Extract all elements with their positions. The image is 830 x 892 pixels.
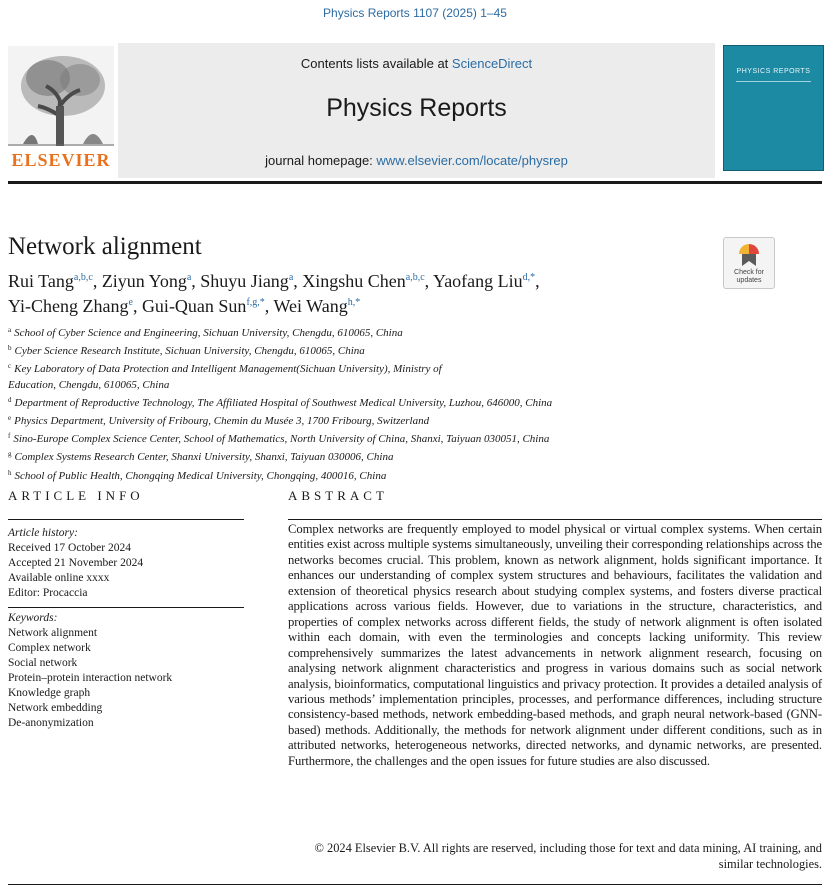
author-name: Yi-Cheng Zhang — [8, 296, 129, 316]
affiliation-list — [8, 323, 698, 484]
keyword-item: Knowledge graph — [8, 687, 91, 699]
cover-rule — [736, 81, 811, 82]
affiliation-item — [8, 378, 698, 393]
author-separator: , — [535, 271, 540, 291]
contents-available-line — [118, 56, 715, 71]
history-item: Available online xxxx — [8, 572, 110, 584]
keyword-item: Complex network — [8, 642, 91, 654]
header-rule — [8, 181, 822, 184]
keyword-item: Protein–protein interaction network — [8, 672, 173, 684]
affiliation-text: School of Cyber Science and Engineering, Sichuan University, Chengdu, 610065, China — [14, 327, 403, 339]
abstract-heading: ABSTRACT — [288, 488, 388, 503]
history-item: Editor: Procaccia — [8, 587, 88, 599]
check-for-updates-badge[interactable] — [723, 237, 775, 289]
author-affiliation-marker[interactable]: a — [186, 272, 192, 283]
keyword-item: De-anonymization — [8, 717, 94, 729]
author-affiliation-marker[interactable]: d,* — [522, 272, 536, 283]
affiliation-text: Education, Chengdu, 610065, China — [8, 378, 170, 391]
keyword-item: Social network — [8, 657, 78, 669]
author-name: Shuyu Jiang — [200, 271, 289, 291]
affiliation-text: Cyber Science Research Institute, Sichuan University, Chengdu, 610065, China — [14, 345, 365, 358]
history-item: Accepted 21 November 2024 — [8, 557, 144, 569]
author-affiliation-marker[interactable]: f,g,* — [246, 297, 265, 308]
contents-prefix: Contents lists available at — [300, 56, 449, 71]
author-list-line-1 — [8, 271, 540, 292]
crossmark-label: Check for updates — [734, 269, 764, 284]
affiliation-item — [8, 341, 698, 359]
affiliation-item — [8, 447, 698, 465]
affiliation-text: School of Public Health, Chongqing Medical University, Chongqing, 400016, China — [14, 469, 387, 482]
author-name: Ziyun Yong — [101, 271, 187, 291]
affiliation-key: d — [8, 395, 12, 404]
author-separator: , — [92, 271, 98, 291]
affiliation-text: Sino-Europe Complex Science Center, School of Mathematics, North University of China, Shanxi, Taiyuan 030051, China — [13, 433, 550, 446]
author[interactable] — [433, 271, 540, 291]
author-separator: , — [132, 296, 138, 316]
author-affiliation-marker[interactable]: h,* — [347, 297, 361, 308]
affiliation-text: Key Laboratory of Data Protection and Intelligent Management(Sichuan University), Ministry of — [14, 363, 442, 376]
affiliation-key: f — [8, 432, 11, 441]
author-name: Wei Wang — [273, 296, 348, 316]
copyright-notice: © 2024 Elsevier B.V. All rights are reserved, including those for text and data mining, AI training, and similar technologies. — [314, 841, 822, 871]
affiliation-text: Complex Systems Research Center, Shanxi University, Shanxi, Taiyuan 030006, China — [14, 451, 394, 464]
author[interactable] — [8, 296, 137, 316]
article-history-label: Article history: — [8, 527, 78, 539]
affiliation-key: g — [8, 450, 12, 459]
keywords-label: Keywords: — [8, 612, 58, 624]
affiliation-item — [8, 359, 698, 377]
affiliation-item — [8, 393, 698, 411]
journal-homepage-line — [118, 153, 715, 168]
history-item: Received 17 October 2024 — [8, 542, 131, 554]
author[interactable] — [8, 271, 97, 291]
journal-title: Physics Reports — [326, 94, 507, 122]
cover-title: PHYSICS REPORTS — [736, 68, 811, 75]
author-name: Rui Tang — [8, 271, 74, 291]
sciencedirect-link[interactable]: ScienceDirect — [451, 56, 533, 71]
author-name: Xingshu Chen — [302, 271, 406, 291]
article-info-heading: ARTICLE INFO — [8, 488, 144, 503]
author[interactable] — [273, 296, 360, 316]
journal-reference[interactable]: Physics Reports 1107 (2025) 1–45 — [323, 6, 507, 20]
author-list-line-2 — [8, 296, 360, 317]
affiliation-text: Physics Department, University of Fribourg, Chemin du Musée 3, 1700 Fribourg, Switzerland — [14, 415, 430, 428]
affiliation-item — [8, 466, 698, 484]
abstract-rule — [288, 519, 822, 520]
author-affiliation-marker[interactable]: a — [288, 272, 294, 283]
author-affiliation-marker[interactable]: a,b,c — [405, 272, 425, 283]
affiliation-key: a — [8, 326, 12, 334]
affiliation-key: e — [8, 414, 12, 423]
keyword-item: Network embedding — [8, 702, 103, 714]
author-separator: , — [293, 271, 298, 291]
article-info-rule — [8, 519, 244, 520]
affiliation-key: h — [8, 468, 12, 477]
author-separator: , — [264, 296, 270, 316]
author-affiliation-marker[interactable]: a,b,c — [73, 272, 93, 283]
author-separator: , — [191, 271, 196, 291]
journal-cover-thumbnail[interactable] — [723, 45, 824, 171]
footer-rule — [8, 884, 822, 885]
abstract-body: Complex networks are frequently employed to model physical or virtual complex systems. When certain entities exist across multiple systems simultaneously, unveiling their corresponding relationships across the networks becomes crucial. This problem, known as network alignment, holds significant importance. It enhances our understanding of complex system structures and behaviours, facilitates the validation and extension of theoretical physics research about studying complex systems, and fosters diverse practical applications across various fields. However, due to variations in the structure, characteristics, and properties of complex networks across different fields, the study of network alignment is often isolated within each domain, with even the terminologies and concepts lacking uniformity. This review comprehensively summarizes the latest advancements in network alignment research, focusing on analysing network alignment characteristics and progress in various domains such as social network analysis, bioinformatics, computational linguistics and privacy protection. It provides a detailed analysis of various methods’ implementation principles, processes, and performance differences, including structure consistency-based methods, network embedding-based methods, and graph neural network-based (GNN-based) methods. Additionally, the methods for network alignment under different conditions, such as in attributed networks, heterogeneous networks, directed networks, and dynamic networks, are presented. Furthermore, the challenges and the open issues for future studies are also discussed. — [288, 522, 822, 768]
author[interactable] — [200, 271, 297, 291]
author[interactable] — [102, 271, 196, 291]
affiliation-key: b — [8, 344, 12, 353]
affiliation-item — [8, 323, 698, 341]
author-name: Gui-Quan Sun — [141, 296, 247, 316]
article-info-divider — [8, 607, 244, 608]
author-separator: , — [424, 271, 430, 291]
author-name: Yaofang Liu — [433, 271, 523, 291]
affiliation-key: c — [8, 362, 12, 371]
author[interactable] — [142, 296, 269, 316]
crossmark-icon — [737, 242, 761, 268]
homepage-prefix: journal homepage: — [265, 153, 373, 168]
elsevier-wordmark: ELSEVIER — [11, 150, 111, 170]
author-affiliation-marker[interactable]: e — [128, 297, 133, 308]
keywords-section — [8, 611, 172, 731]
article-history — [8, 526, 143, 601]
affiliation-item — [8, 411, 698, 429]
author[interactable] — [302, 271, 429, 291]
keyword-item: Network alignment — [8, 627, 98, 639]
affiliation-text: Department of Reproductive Technology, The Affiliated Hospital of Southwest Medical University, Luzhou, 646000, China — [14, 396, 553, 409]
paper-title: Network alignment — [8, 233, 202, 260]
homepage-link[interactable]: www.elsevier.com/locate/physrep — [376, 153, 568, 168]
affiliation-item — [8, 429, 698, 447]
